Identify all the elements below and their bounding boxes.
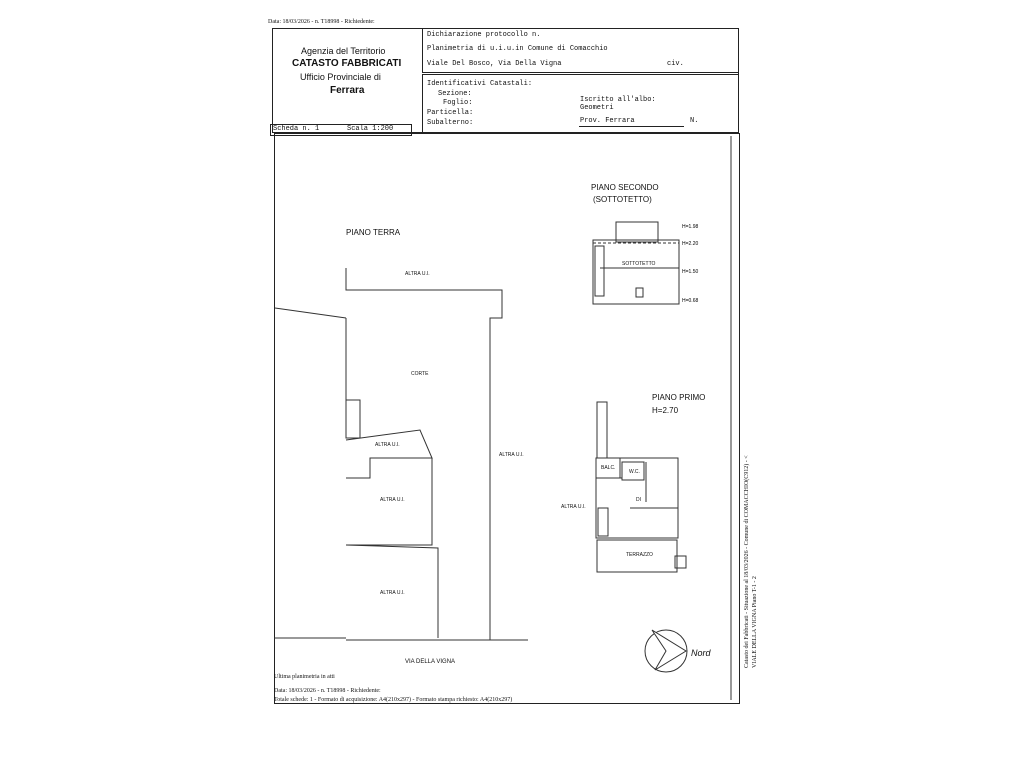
piano-terra-label: PIANO TERRA <box>346 228 401 237</box>
h068-label: H=0.68 <box>682 298 699 304</box>
nord-label: Nord <box>691 648 711 658</box>
side-text-1: Catasto dei Fabbricati - Situazione al 18/03/2026 - Comune di COMACCHIO(C912) - < <box>744 455 750 668</box>
terra-inner-wall <box>346 430 432 478</box>
altra-ui-right: ALTRA U.I. <box>499 452 524 458</box>
n-label: N. <box>690 117 699 125</box>
footer-ultima: Ultima planimetria in atti <box>274 674 335 680</box>
h198-label: H=1.98 <box>682 224 699 230</box>
altra-ui-3: ALTRA U.I. <box>380 590 405 596</box>
corte-label: CORTE <box>411 371 429 377</box>
altra-ui-primo: ALTRA U.I. <box>561 504 586 510</box>
agency-name: Agenzia del Territorio <box>301 46 386 56</box>
wc-label: W.C. <box>629 469 640 475</box>
side-text-2: VIALE DELLA VIGNA Piano T-1 - 2 <box>752 576 758 668</box>
office-city: Ferrara <box>330 85 365 96</box>
particella-label: Particella: <box>427 109 474 117</box>
office-name: Ufficio Provinciale di <box>300 72 381 82</box>
address-text: Viale Del Bosco, Via Della Vigna <box>427 60 562 68</box>
prov-label: Prov. Ferrara <box>580 117 635 125</box>
planimetry-text: Planimetria di u.i.u.in Comune di Comacchio <box>427 45 608 53</box>
piano-primo-label: PIANO PRIMO <box>652 393 706 402</box>
h220-label: H=2.20 <box>682 241 699 247</box>
identifiers-title: Identificativi Catastali: <box>427 80 533 88</box>
piano-secondo-label: PIANO SECONDO <box>591 183 659 192</box>
altra-ui-2: ALTRA U.I. <box>380 497 405 503</box>
subalterno-label: Subalterno: <box>427 119 474 127</box>
terra-left-wall <box>275 308 346 318</box>
sottotetto-label: SOTTOTETTO <box>622 261 656 267</box>
terra-top-wall <box>346 268 502 640</box>
footer-data: Data: 18/03/2026 - n. T18998 - Richiedente: <box>274 688 381 694</box>
sottotetto-sublabel: (SOTTOTETTO) <box>593 195 652 204</box>
terrazzo-label: TERRAZZO <box>626 552 653 558</box>
footer-totale: Totale schede: 1 - Formato di acquisizione: A4(210x297) - Formato stampa richiesto: A4(210x297) <box>274 697 513 703</box>
altra-ui-1: ALTRA U.I. <box>375 442 400 448</box>
altra-ui-top: ALTRA U.I. <box>405 271 430 277</box>
protocol-text: Dichiarazione protocollo n. <box>427 31 541 39</box>
piano-primo-height: H=2.70 <box>652 406 679 415</box>
civ-text: civ. <box>667 60 684 68</box>
via-label: VIA DELLA VIGNA <box>405 659 456 665</box>
scala-label: Scala 1:200 <box>347 125 394 133</box>
sottotetto-window <box>636 288 643 297</box>
balc-label: BALC. <box>601 465 616 471</box>
sottotetto-dormer <box>616 222 658 242</box>
stair-primo <box>597 402 607 458</box>
iscritto-label: Iscritto all'albo: <box>580 96 656 104</box>
scheda-label: Scheda n. 1 <box>273 125 320 133</box>
top-stamp: Data: 18/03/2026 - n. T18998 - Richiedente: <box>268 19 375 25</box>
sezione-label: Sezione: <box>438 90 472 98</box>
foglio-label: Foglio: <box>443 99 473 107</box>
geometri-label: Geometri <box>580 104 614 112</box>
primo-stair-small <box>598 508 608 536</box>
di-label: DI <box>636 497 641 503</box>
stair-terra <box>346 400 360 438</box>
catasto-title: CATASTO FABBRICATI <box>292 58 402 69</box>
stair-secondo <box>595 246 604 296</box>
h150-label: H=1.50 <box>682 269 699 275</box>
